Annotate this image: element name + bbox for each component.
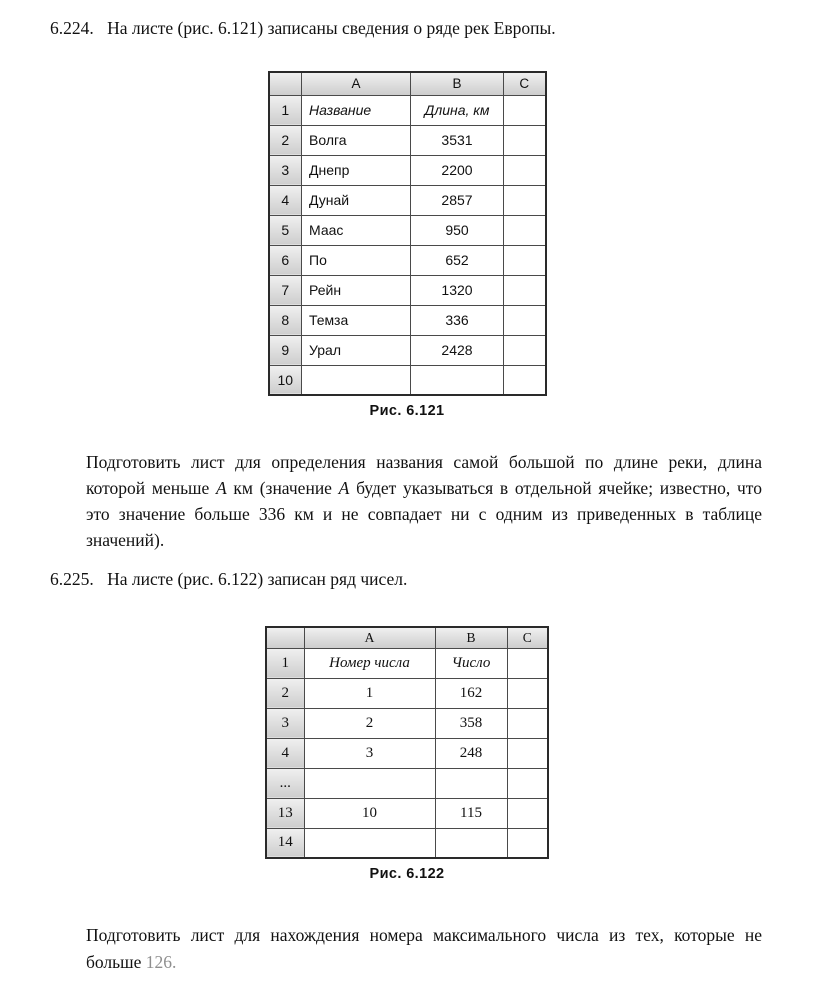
sheet-row (266, 828, 548, 858)
sheet-cell: Темза (302, 305, 411, 335)
exercise-6-224 (50, 16, 764, 553)
exercise-heading (50, 567, 764, 592)
sheet-cell (304, 768, 435, 798)
sheet-cell: Днепр (302, 155, 411, 185)
sheet-cell: 1320 (411, 275, 504, 305)
task-text-segment: будет указываться в отдельной ячейке; известно, что это значение больше 336 км и не совпадает ни с одним из приведенных в таблице значений). (86, 478, 762, 550)
sheet-cell: 2 (304, 708, 435, 738)
row-header: 9 (269, 335, 302, 365)
sheet-cell: 336 (411, 305, 504, 335)
sheet-cell: 652 (411, 245, 504, 275)
sheet-cell (411, 365, 504, 395)
sheet-cell: По (302, 245, 411, 275)
task-text-segment: А (338, 478, 350, 498)
sheet-cell: 2428 (411, 335, 504, 365)
sheet-row (269, 275, 546, 305)
sheet-cell (504, 335, 546, 365)
corner-cell (269, 72, 302, 95)
column-header: A (304, 627, 435, 648)
sheet-cell (507, 708, 548, 738)
sheet-cell: 162 (435, 678, 507, 708)
sheet-row (266, 678, 548, 708)
task-text-segment: Подготовить лист для определения названия самой большой по длине реки, длина которой меньше (86, 452, 762, 498)
row-header: 1 (269, 95, 302, 125)
sheet-cell (435, 828, 507, 858)
column-header-row (266, 627, 548, 648)
sheet-row (269, 185, 546, 215)
sheet-cell (507, 828, 548, 858)
sheet-row (266, 648, 548, 678)
column-header: A (302, 72, 411, 95)
sheet-cell: 2857 (411, 185, 504, 215)
column-header-row (269, 72, 546, 95)
row-header: 3 (269, 155, 302, 185)
row-header: 8 (269, 305, 302, 335)
row-header: 14 (266, 828, 304, 858)
sheet-cell: Дунай (302, 185, 411, 215)
exercise-6-225 (50, 567, 764, 976)
row-header: ... (266, 768, 304, 798)
sheet-cell (507, 798, 548, 828)
column-header: C (507, 627, 548, 648)
sheet-cell (504, 125, 546, 155)
figure-caption-6122: Рис. 6.122 (369, 866, 445, 882)
sheet-cell: 2200 (411, 155, 504, 185)
sheet-cell (507, 648, 548, 678)
sheet-cell (504, 155, 546, 185)
sheet-cell (504, 365, 546, 395)
corner-cell (266, 627, 304, 648)
sheet-cell: Маас (302, 215, 411, 245)
sheet-cell (504, 185, 546, 215)
sheet-row (269, 155, 546, 185)
sheet-row (269, 215, 546, 245)
sheet-cell: 3531 (411, 125, 504, 155)
row-header: 4 (266, 738, 304, 768)
sheet-row (266, 768, 548, 798)
sheet-row (269, 95, 546, 125)
sheet-row (266, 798, 548, 828)
row-header: 5 (269, 215, 302, 245)
row-header: 13 (266, 798, 304, 828)
exercise-intro-text: На листе (рис. 6.122) записан ряд чисел. (107, 569, 408, 589)
task-text-segment: Подготовить лист для нахождения номера максимального числа из тех, которые не больше (86, 925, 762, 972)
task-text-6224 (86, 449, 762, 553)
sheet-row (269, 365, 546, 395)
spreadsheet-table-6121 (268, 71, 547, 396)
sheet-cell (504, 275, 546, 305)
exercise-heading (50, 16, 764, 41)
sheet-row (269, 125, 546, 155)
spreadsheet-table-6122 (265, 626, 549, 859)
row-header: 3 (266, 708, 304, 738)
row-header: 7 (269, 275, 302, 305)
exercise-intro-text: На листе (рис. 6.121) записаны сведения о ряде рек Европы. (107, 18, 556, 38)
column-header: C (504, 72, 546, 95)
task-text-6225 (86, 922, 762, 976)
row-header: 2 (269, 125, 302, 155)
figure-caption-6121: Рис. 6.121 (369, 403, 445, 419)
sheet-cell: 1 (304, 678, 435, 708)
sheet-cell (507, 678, 548, 708)
sheet-cell: Номер числа (304, 648, 435, 678)
exercise-number: 6.224. (50, 18, 94, 38)
task-text-segment: км (значение (226, 478, 339, 498)
spreadsheet-figure-6121 (268, 71, 547, 419)
row-header: 2 (266, 678, 304, 708)
row-header: 10 (269, 365, 302, 395)
column-header: B (435, 627, 507, 648)
row-header: 6 (269, 245, 302, 275)
sheet-cell (435, 768, 507, 798)
sheet-cell (507, 768, 548, 798)
task-text-segment: 126. (145, 952, 177, 972)
sheet-cell: Название (302, 95, 411, 125)
sheet-row (269, 335, 546, 365)
spreadsheet-figure-6122 (265, 626, 549, 882)
sheet-cell: Число (435, 648, 507, 678)
row-header: 1 (266, 648, 304, 678)
sheet-row (266, 708, 548, 738)
sheet-cell (302, 365, 411, 395)
sheet-cell (504, 305, 546, 335)
row-header: 4 (269, 185, 302, 215)
sheet-row (269, 305, 546, 335)
sheet-cell (504, 215, 546, 245)
exercise-number: 6.225. (50, 569, 94, 589)
sheet-cell: 10 (304, 798, 435, 828)
column-header: B (411, 72, 504, 95)
sheet-cell: Длина, км (411, 95, 504, 125)
sheet-row (266, 738, 548, 768)
sheet-cell: 950 (411, 215, 504, 245)
sheet-cell (504, 95, 546, 125)
task-text-segment: А (216, 478, 227, 498)
sheet-cell: 358 (435, 708, 507, 738)
sheet-cell: Урал (302, 335, 411, 365)
sheet-cell: 248 (435, 738, 507, 768)
sheet-cell: Волга (302, 125, 411, 155)
sheet-cell (504, 245, 546, 275)
sheet-cell: Рейн (302, 275, 411, 305)
sheet-cell: 115 (435, 798, 507, 828)
sheet-cell: 3 (304, 738, 435, 768)
sheet-row (269, 245, 546, 275)
sheet-cell (304, 828, 435, 858)
sheet-cell (507, 738, 548, 768)
